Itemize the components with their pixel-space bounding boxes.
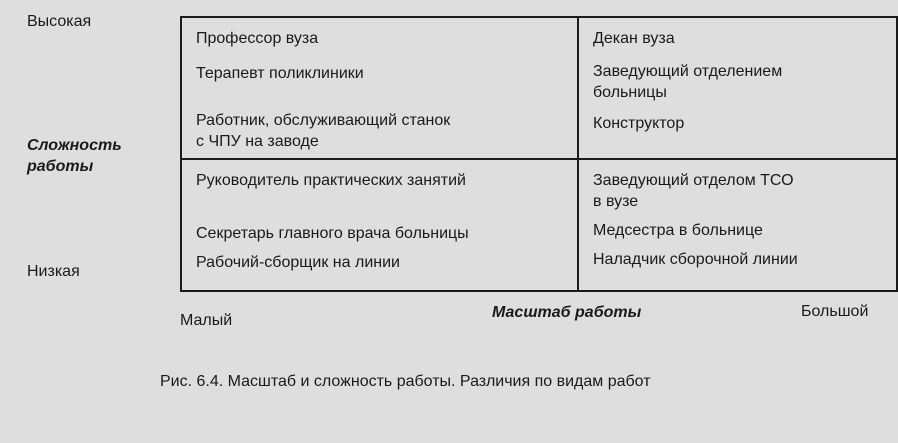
matrix-entry: Профессор вуза [196, 30, 319, 47]
cell-low-complexity-small-scale [182, 160, 579, 290]
matrix-entry: Медсестра в больнице [593, 222, 763, 239]
x-axis-high-label: Большой [801, 303, 869, 320]
x-axis-title: Масштаб работы [492, 304, 642, 321]
cell-low-complexity-large-scale [579, 160, 896, 290]
matrix-entry: Конструктор [593, 115, 685, 132]
matrix-entry: Наладчик сборочной линии [593, 251, 798, 268]
cell-high-complexity-small-scale [182, 18, 579, 160]
matrix-entry: Заведующий отделом ТСО в вузе [593, 172, 794, 210]
matrix-entry: Руководитель практических занятий [196, 172, 466, 189]
matrix-entry: Терапевт поликлиники [196, 65, 364, 82]
matrix-entry: Работник, обслуживающий станок с ЧПУ на заводе [196, 112, 451, 150]
y-axis-high-label: Высокая [27, 13, 92, 30]
figure-caption: Рис. 6.4. Масштаб и сложность работы. Различия по видам работ [160, 373, 651, 390]
x-axis-low-label: Малый [180, 312, 233, 329]
matrix-entry: Рабочий-сборщик на линии [196, 254, 400, 271]
matrix-entry: Заведующий отделением больницы [593, 63, 783, 101]
y-axis-low-label: Низкая [27, 263, 80, 280]
y-axis-title: Сложность работы [27, 137, 122, 175]
matrix-entry: Декан вуза [593, 30, 675, 47]
job-matrix [180, 16, 898, 292]
cell-high-complexity-large-scale [579, 18, 896, 160]
matrix-entry: Секретарь главного врача больницы [196, 225, 469, 242]
